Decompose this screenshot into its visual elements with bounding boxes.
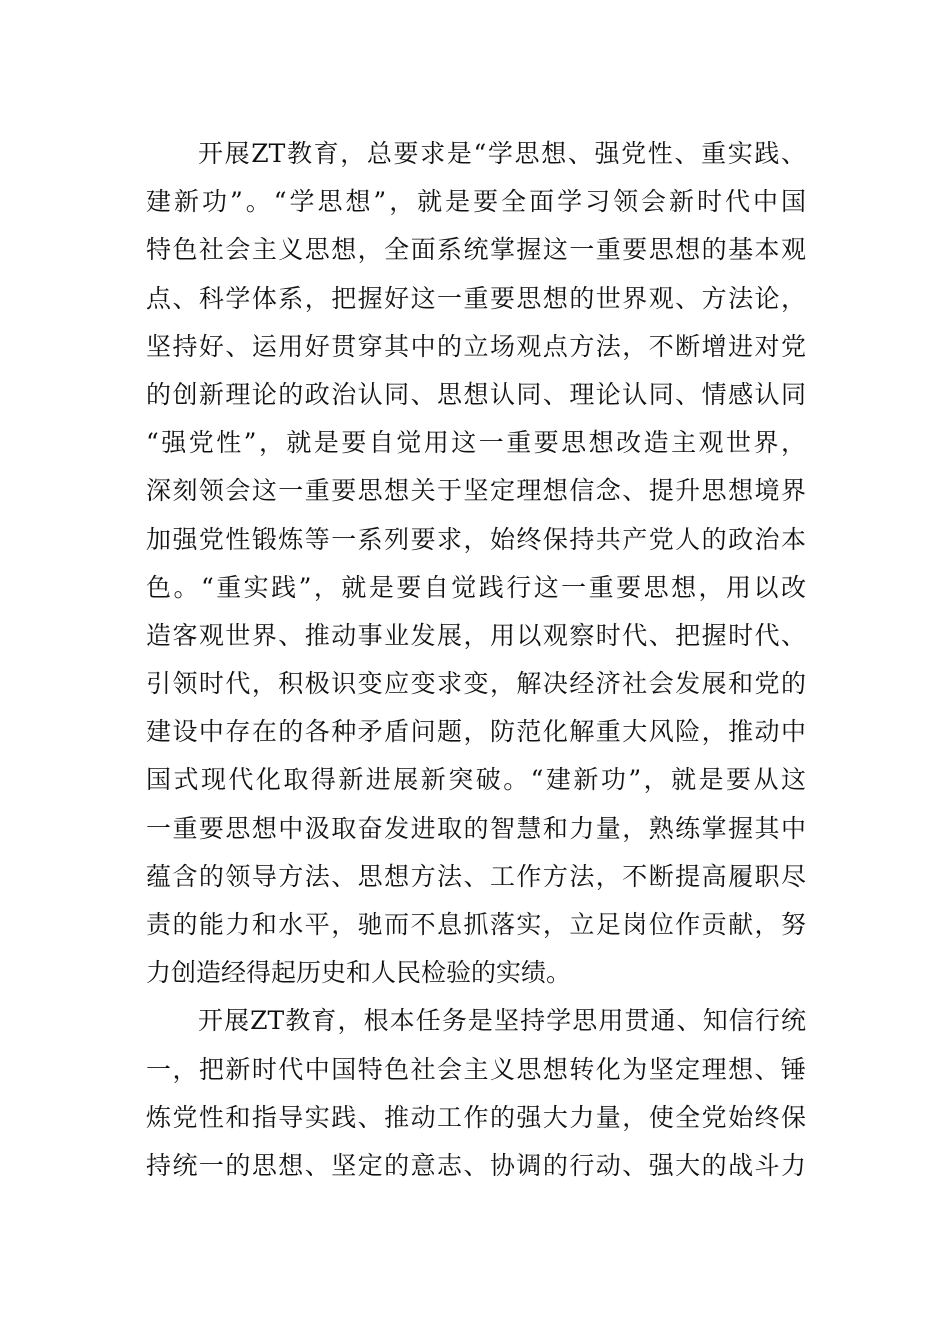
text-line: 炼党性和指导实践、推动工作的强大力量，使全党始终保 <box>146 1102 806 1132</box>
text-line: 持统一的思想、坚定的意志、协调的行动、强大的战斗力 <box>146 1150 806 1180</box>
paragraph-1 <box>146 130 806 997</box>
text-line: 一，把新时代中国特色社会主义思想转化为坚定理想、锤 <box>146 1054 806 1084</box>
text-line: 国式现代化取得新进展新突破。“建新功”，就是要从这 <box>146 765 806 795</box>
text-line: 造客观世界、推动事业发展，用以观察时代、把握时代、 <box>146 620 806 650</box>
text-line: 开展ZT教育，根本任务是坚持学思用贯通、知信行统 <box>198 1006 806 1036</box>
text-line: 一重要思想中汲取奋发进取的智慧和力量，熟练掌握其中 <box>146 813 806 843</box>
text-line: 开展ZT教育，总要求是“学思想、强党性、重实践、 <box>198 139 806 168</box>
paragraph-2 <box>146 997 806 1190</box>
text-line: 的创新理论的政治认同、思想认同、理论认同、情感认同 <box>146 379 806 409</box>
text-line: “强党性”，就是要自觉用这一重要思想改造主观世界， <box>146 428 806 458</box>
text-line: 力创造经得起历史和人民检验的实绩。 <box>146 958 572 988</box>
document-body <box>146 130 806 1190</box>
text-line: 坚持好、运用好贯穿其中的立场观点方法，不断增进对党 <box>146 331 806 361</box>
text-line: 点、科学体系，把握好这一重要思想的世界观、方法论， <box>146 283 806 313</box>
text-line: 建新功”。“学思想”，就是要全面学习领会新时代中国 <box>146 187 806 217</box>
text-line: 色。“重实践”，就是要自觉践行这一重要思想，用以改 <box>146 572 806 602</box>
text-line: 建设中存在的各种矛盾问题，防范化解重大风险，推动中 <box>146 717 806 747</box>
text-line: 责的能力和水平，驰而不息抓落实，立足岗位作贡献，努 <box>146 910 806 939</box>
text-line: 深刻领会这一重要思想关于坚定理想信念、提升思想境界 <box>146 476 806 506</box>
text-line: 引领时代，积极识变应变求变，解决经济社会发展和党的 <box>146 669 806 699</box>
text-line: 蕴含的领导方法、思想方法、工作方法，不断提高履职尽 <box>146 861 806 891</box>
text-line: 特色社会主义思想，全面系统掌握这一重要思想的基本观 <box>146 235 806 265</box>
text-line: 加强党性锻炼等一系列要求，始终保持共产党人的政治本 <box>146 524 806 554</box>
